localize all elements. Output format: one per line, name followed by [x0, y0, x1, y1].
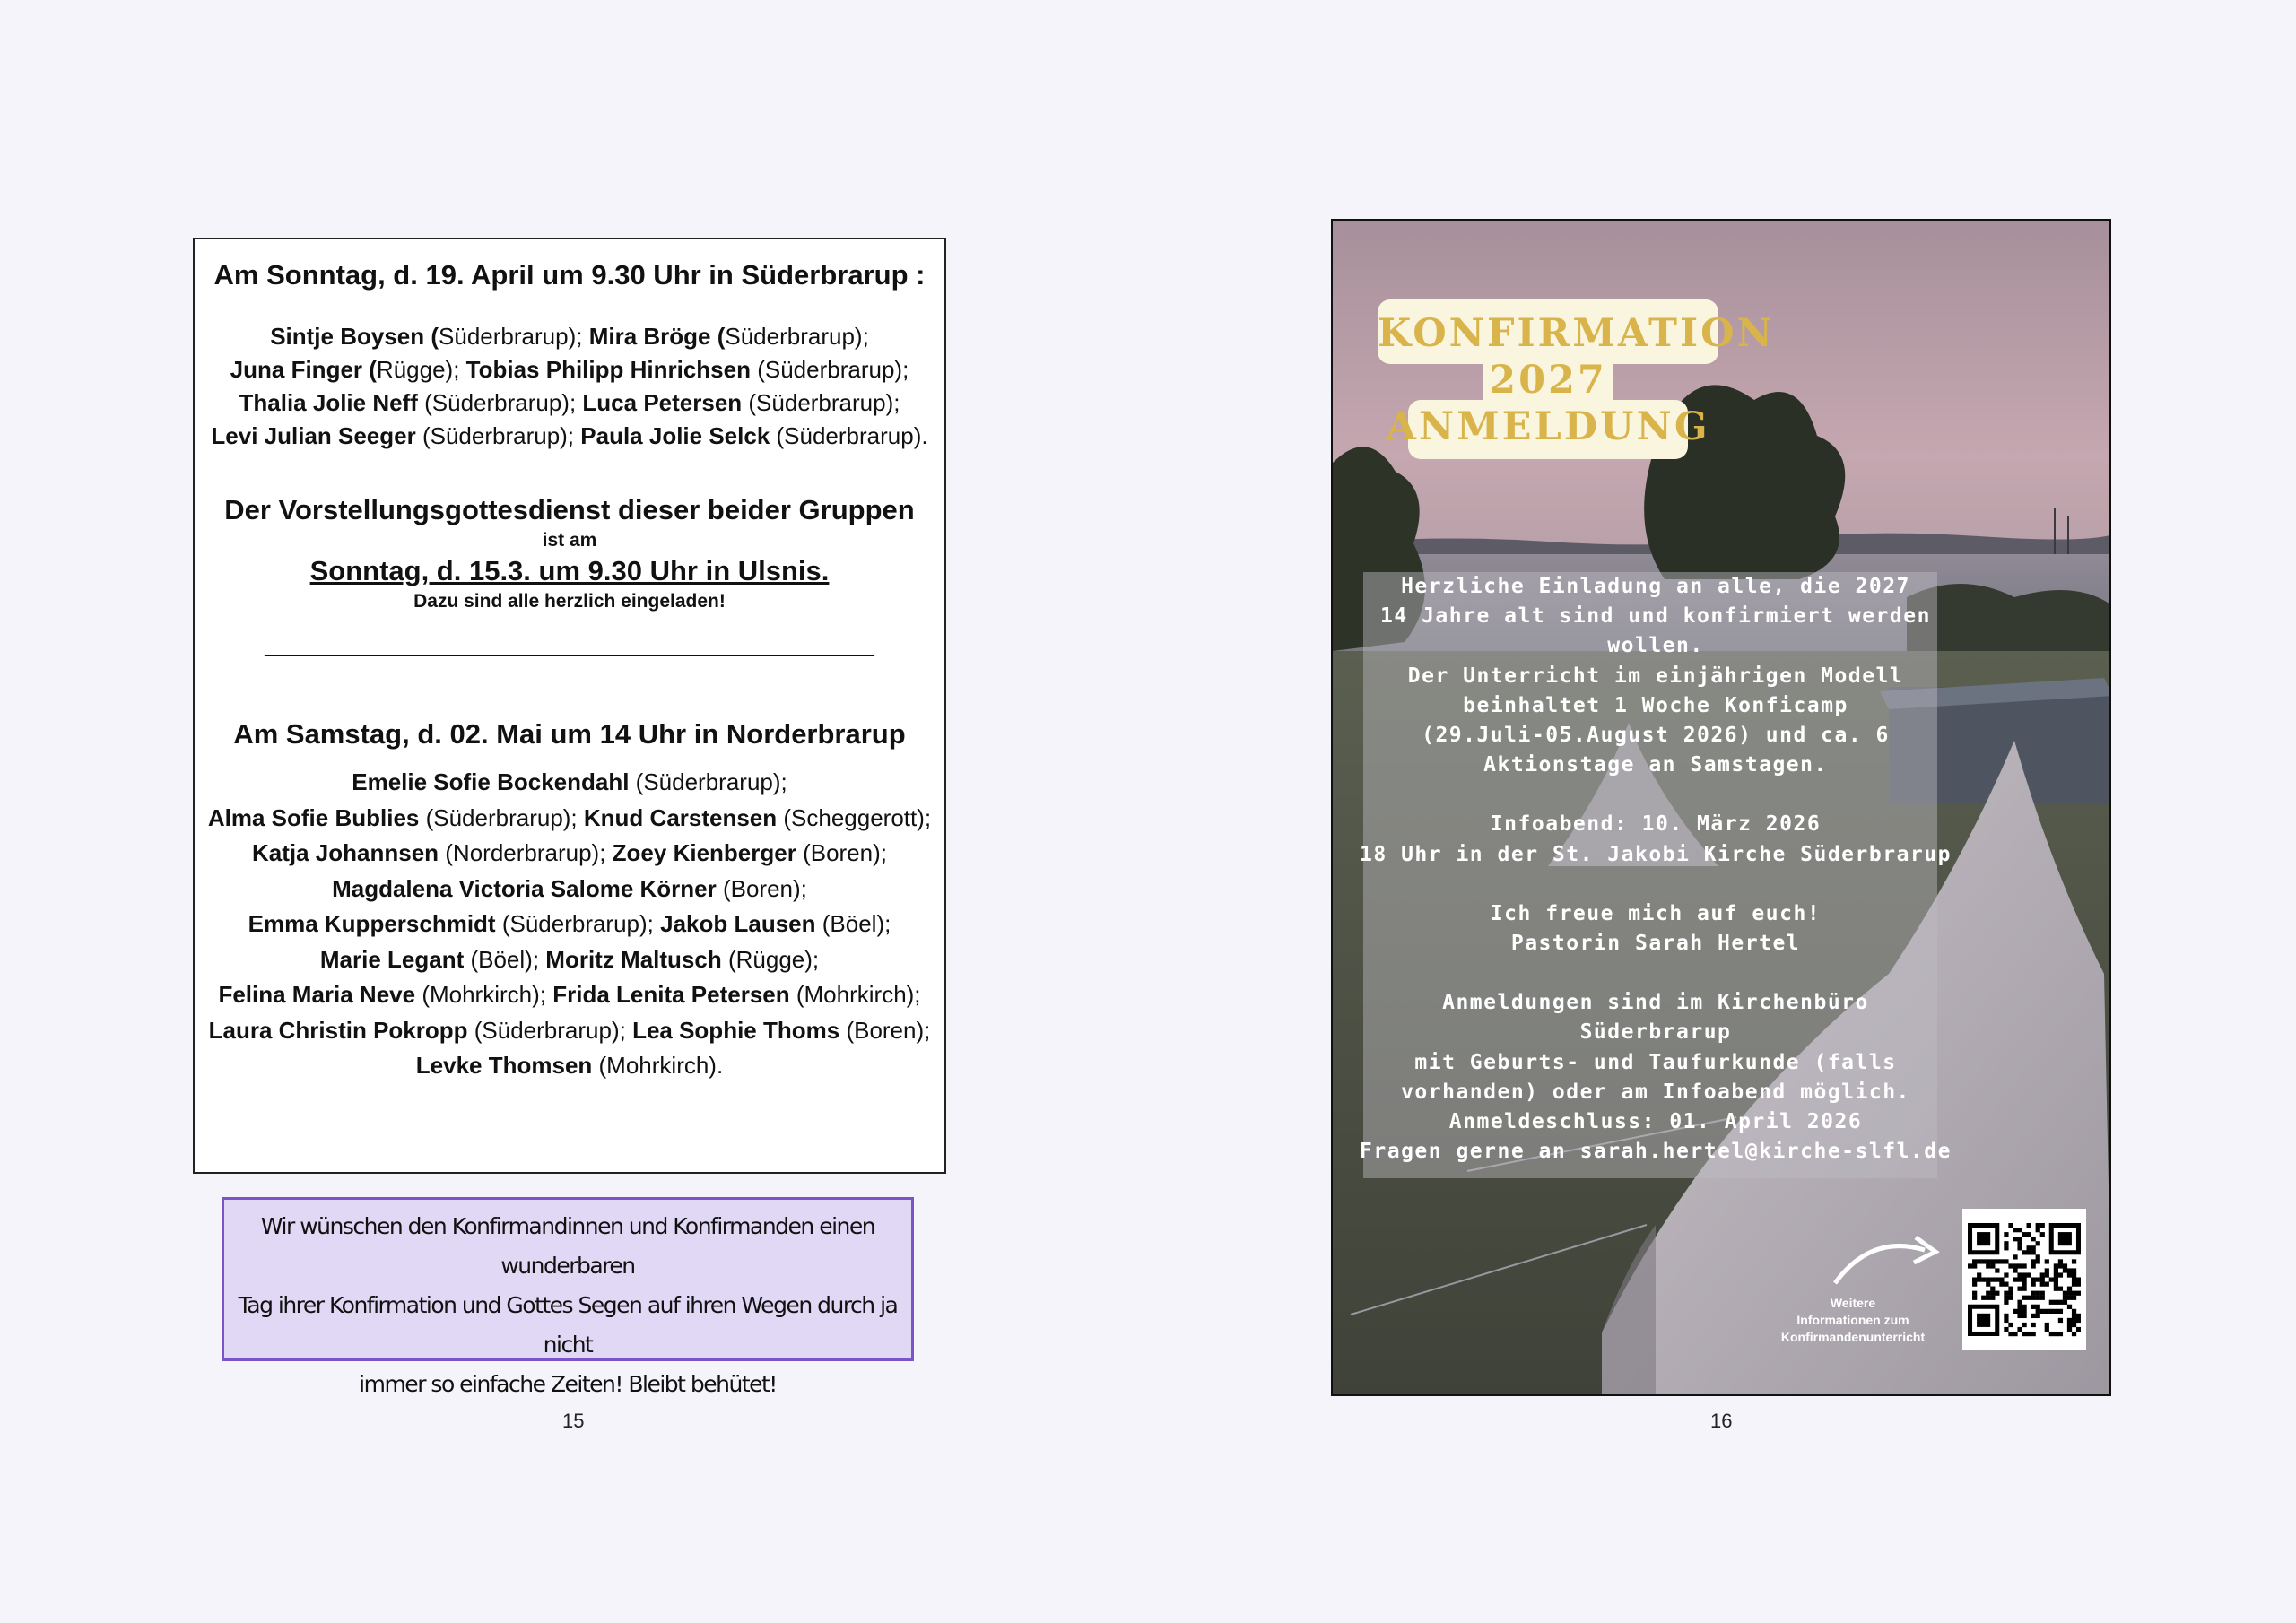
- presentation-date: Sonntag, d. 15.3. um 9.30 Uhr in Ulsnis.: [309, 555, 830, 586]
- confirmand-place: (Süderbrarup);: [495, 910, 661, 937]
- confirmand-place: (Boren);: [716, 874, 807, 902]
- poster-line: Anmeldungen sind im Kirchenbüro: [1442, 991, 1869, 1015]
- confirmand-place: (Böel);: [464, 945, 546, 973]
- qr-caption: [1754, 1295, 1952, 1346]
- poster-line: Infoabend: 10. März 2026: [1490, 812, 1822, 837]
- registration-poster: [1331, 219, 2111, 1396]
- poster-line: 14 Jahre alt sind und konfirmiert werden: [1380, 604, 1931, 629]
- title-line: KONFIRMATION: [1378, 311, 1775, 356]
- title-line: ANMELDUNG: [1386, 404, 1710, 449]
- poster-line: wollen.: [1607, 634, 1704, 658]
- saturday-names: [195, 765, 944, 1084]
- confirmand-name: Tobias Philipp Hinrichsen: [465, 356, 751, 383]
- wish-line: Tag ihrer Konfirmation und Gottes Segen auf ihren Wegen durch ja nicht: [238, 1292, 898, 1358]
- confirmand-place: (Mohrkirch).: [592, 1052, 724, 1079]
- confirmand-place: (Süderbrarup);: [751, 356, 909, 383]
- name-line: [195, 320, 944, 353]
- confirmand-name: Marie Legant: [319, 945, 465, 973]
- confirmand-name: Emelie Sofie Bockendahl: [352, 768, 630, 795]
- poster-gap: [1351, 870, 1961, 899]
- wish-line: Wir wünschen den Konfirmandinnen und Konfirmanden einen wunderbaren: [260, 1213, 875, 1279]
- confirmand-place: Rügge);: [376, 356, 466, 383]
- qr-caption-line: Konfirmandenunterricht: [1780, 1330, 1926, 1344]
- confirmand-place: (Mohrkirch);: [789, 981, 921, 1008]
- confirmand-name: Levi Julian Seeger: [211, 422, 416, 449]
- confirmand-place: (Boren);: [796, 839, 887, 866]
- page-number-left: 15: [562, 1410, 585, 1432]
- poster-line: Anmeldeschluss: 01. April 2026: [1448, 1110, 1863, 1134]
- confirmand-name: Zoey Kienberger: [612, 839, 796, 866]
- confirmand-name: Thalia Jolie Neff: [239, 389, 418, 416]
- title-card: [1378, 299, 1775, 461]
- confirmand-place: (Norderbrarup);: [439, 839, 613, 866]
- sunday-names: [195, 320, 944, 453]
- sunday-heading: Am Sonntag, d. 19. April um 9.30 Uhr in Süderbrarup :: [213, 259, 926, 291]
- name-line: [195, 836, 944, 872]
- confirmand-name: Knud Carstensen: [583, 803, 778, 831]
- page-number-right: 16: [1710, 1410, 1733, 1432]
- presentation-invite: Dazu sind alle herzlich eingeladen!: [413, 591, 726, 612]
- confirmand-place: Süderbrarup);: [439, 323, 589, 350]
- confirmand-place: (Mohrkirch);: [415, 981, 553, 1008]
- poster-line: mit Geburts- und Taufurkunde (falls: [1414, 1050, 1897, 1074]
- name-line: [195, 386, 944, 420]
- saturday-heading: Am Samstag, d. 02. Mai um 14 Uhr in Norderbrarup: [233, 718, 906, 750]
- confirmand-place: (Rügge);: [721, 945, 820, 973]
- confirmand-name: Moritz Maltusch: [545, 945, 722, 973]
- poster-gap: [1351, 780, 1961, 810]
- confirmand-name: Mira Bröge (: [588, 323, 726, 350]
- confirmand-name: Emma Kupperschmidt: [248, 910, 496, 937]
- confirmand-name: Katja Johannsen: [251, 839, 439, 866]
- confirmand-place: (Boren);: [839, 1016, 931, 1044]
- confirmand-name: Paula Jolie Selck: [580, 422, 770, 449]
- name-line: [195, 1013, 944, 1049]
- poster-line: (29.Juli-05.August 2026) und ca. 6: [1422, 724, 1890, 748]
- name-line: [195, 1048, 944, 1084]
- poster-gap: [1351, 959, 1961, 988]
- confirmand-name: Lea Sophie Thoms: [632, 1016, 840, 1044]
- divider-line: _______________________________________________: [265, 630, 874, 657]
- wish-line: immer so einfache Zeiten! Bleibt behütet!: [359, 1371, 777, 1397]
- confirmand-name: Luca Petersen: [582, 389, 743, 416]
- title-line: 2027: [1489, 358, 1607, 403]
- poster-body-text: [1351, 572, 1961, 1167]
- confirmand-name: Laura Christin Pokropp: [208, 1016, 468, 1044]
- qr-caption-line: Informationen zum: [1796, 1313, 1909, 1327]
- poster-line: Ich freue mich auf euch!: [1490, 901, 1822, 925]
- confirmand-name: Levke Thomsen: [415, 1052, 593, 1079]
- qr-code[interactable]: [1962, 1209, 2086, 1350]
- confirmand-place: (Süderbrarup);: [415, 422, 581, 449]
- poster-line: Der Unterricht im einjährigen Modell: [1407, 664, 1904, 688]
- confirmand-place: (Süderbrarup);: [419, 803, 584, 831]
- name-line: [195, 420, 944, 453]
- presentation-heading: Der Vorstellungsgottesdienst dieser beider Gruppen: [224, 494, 915, 525]
- poster-line: beinhaltet 1 Woche Konficamp: [1463, 693, 1848, 717]
- confirmand-name: Jakob Lausen: [660, 910, 816, 937]
- confirmand-name: Felina Maria Neve: [218, 981, 416, 1008]
- confirmand-name: Sintje Boysen (: [270, 323, 439, 350]
- presentation-ist-am: ist am: [542, 530, 597, 551]
- qr-caption-line: Weitere: [1830, 1296, 1876, 1310]
- confirmand-name: Juna Finger (: [230, 356, 377, 383]
- poster-title: [1378, 310, 1775, 450]
- poster-line[interactable]: Fragen gerne an sarah.hertel@kirche-slfl.de: [1360, 1140, 1952, 1164]
- name-line: [195, 801, 944, 837]
- confirmand-name: Magdalena Victoria Salome Körner: [332, 874, 717, 902]
- name-line: [195, 353, 944, 386]
- wish-box: [222, 1197, 914, 1397]
- poster-line: Pastorin Sarah Hertel: [1510, 932, 1801, 956]
- ceremony-info-box: [193, 238, 946, 1174]
- confirmand-place: (Süderbrarup);: [417, 389, 583, 416]
- confirmand-place: (Süderbrarup);: [629, 768, 787, 795]
- poster-line: vorhanden) oder am Infoabend möglich.: [1401, 1080, 1910, 1104]
- confirmand-place: Süderbrarup);: [725, 323, 869, 350]
- confirmand-name: Frida Lenita Petersen: [552, 981, 790, 1008]
- poster-line: Süderbrarup: [1579, 1020, 1732, 1045]
- name-line: [195, 872, 944, 907]
- confirmand-place: (Scheggerott);: [777, 803, 932, 831]
- confirmand-place: (Süderbrarup);: [467, 1016, 633, 1044]
- name-line: [195, 765, 944, 801]
- poster-line: 18 Uhr in der St. Jakobi Kirche Süderbrarup: [1360, 842, 1952, 866]
- name-line: [195, 942, 944, 978]
- qr-code-icon: [1968, 1214, 2081, 1345]
- name-line: [195, 977, 944, 1013]
- poster-line: Aktionstage an Samstagen.: [1483, 753, 1828, 777]
- confirmand-place: (Süderbrarup).: [770, 422, 928, 449]
- name-line: [195, 907, 944, 942]
- confirmand-name: Alma Sofie Bublies: [207, 803, 420, 831]
- confirmand-place: (Böel);: [815, 910, 891, 937]
- poster-line: Herzliche Einladung an alle, die 2027: [1401, 575, 1910, 598]
- confirmand-place: (Süderbrarup);: [742, 389, 900, 416]
